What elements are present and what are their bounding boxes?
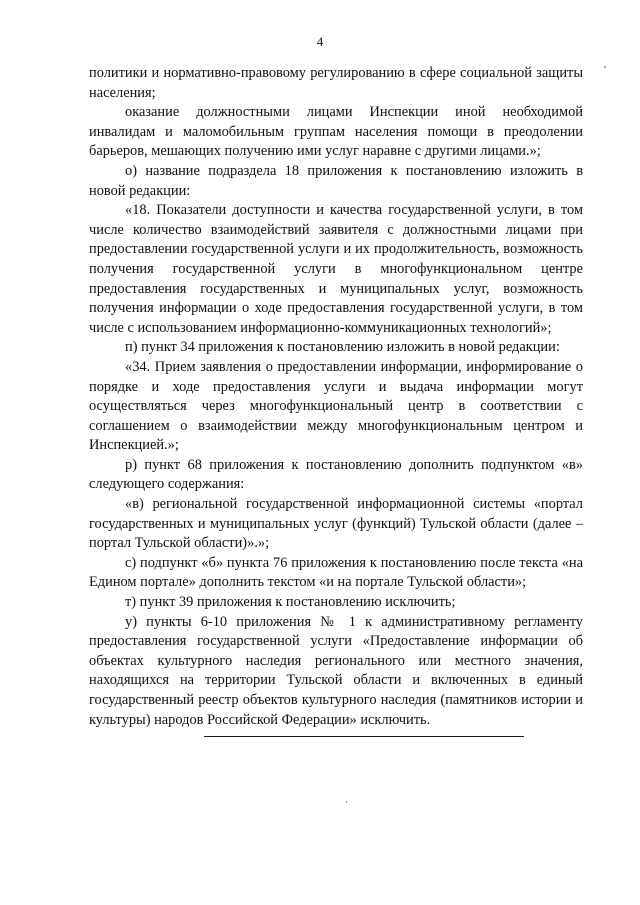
paragraph: «18. Показатели доступности и качества государственной услуги, в том числе количество взаимодействий заявителя с должностными лицами при предоставлении государственной услуги и их продолжительность, возможность получения государственной услуги в многофункциональном центре предоставления государственных и муниципальных услуг, возможность получения информации о ходе предоставления государственной услуги, в том числе с использованием информационно-коммуникационных технологий»; [89, 202, 583, 336]
page-number: 4 [316, 34, 324, 49]
paragraph: «в) региональной государственной информационной системы «портал государственных и муниципальных услуг (функций) Тульской области (далее – портал Тульской области)».»; [89, 496, 583, 552]
paragraph: о) название подраздела 18 приложения к постановлению изложить в новой редакции: [89, 162, 583, 199]
paragraph: с) подпункт «б» пункта 76 приложения к постановлению после текста «на Едином портале» дополнить текстом «и на портале Тульской области»; [89, 554, 583, 591]
end-rule [204, 736, 524, 737]
paragraph: «34. Прием заявления о предоставлении информации, информирование о порядке и ходе предоставления услуги и выдача информации могут осуществляться через многофункциональный центр в соответствии с соглашением о взаимодействии между многофункциональным центром и Инспекцией.»; [89, 358, 583, 454]
paragraph: политики и нормативно-правовому регулированию в сфере социальной защиты населения; [89, 65, 583, 101]
paragraph: у) пункты 6-10 приложения № 1 к административному регламенту предоставления государственной услуги «Предоставление информации об объектах культурного наследия регионального или местного значения, находящихся на территории Тульской области и включенных в единый государственный реестр объектов культурного наследия (памятников истории и культуры) народов Российской Федерации» исключить. [89, 613, 583, 728]
scan-speck [346, 801, 347, 803]
paragraph: оказание должностными лицами Инспекции иной необходимой инвалидам и маломобильным группам населения помощи в преодолении барьеров, мешающих получению ими услуг наравне с другими лицами.»; [89, 104, 583, 160]
scan-speck [604, 66, 606, 68]
paragraph: п) пункт 34 приложения к постановлению изложить в новой редакции: [125, 339, 560, 356]
paragraph: р) пункт 68 приложения к постановлению дополнить подпунктом «в» следующего содержания: [89, 456, 583, 493]
paragraph: т) пункт 39 приложения к постановлению исключить; [125, 594, 456, 611]
document-body [89, 64, 583, 730]
